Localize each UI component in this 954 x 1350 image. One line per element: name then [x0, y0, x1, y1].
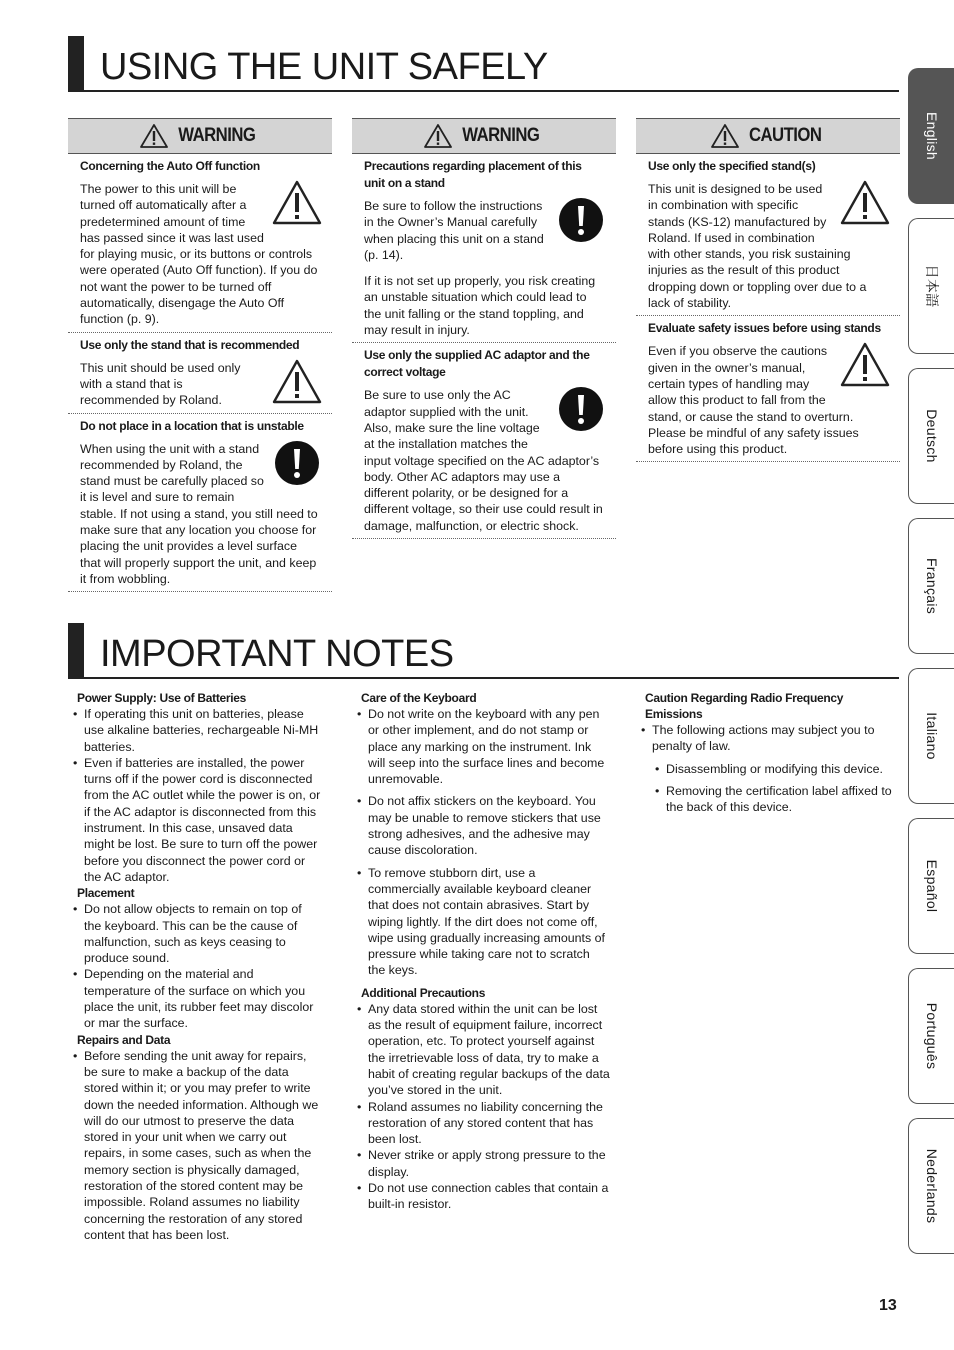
warning-triangle-icon [423, 123, 453, 149]
notes-column-1: Power Supply: Use of Batteries • If operating this unit on batteries, please use alkaline batteries, rechargeable Ni-MH batteries. • Even if batteries are installed, the power turns off if the power cord is disconnected from the AC outlet while the power is on, or if the AC adaptor is disconnected from this instrument. In this case, unsaved data might be lost. Be sure to turn off the power before you disconnect the power cord or the AC adaptor. Placement • Do not allow objects to remain on top of the keyboard. This can be the cause of malfunction, such as keys ceasing to produce sound. • Depending on the material and temperature of the surface on which you place the unit, its rubber feet may discolor or mar the surface. Repairs and Data • Before sending the unit away for repairs, be sure to make a backup of the data stored within it; or you may prefer to write down the needed information. Although we will do our utmost to preserve the data stored in your unit when we carry out repairs, in some cases, such as when the memory section is physically damaged, restoration of the stored content may be impossible. Roland assumes no liability concerning the restoration of any stored content that has been lost. [68, 690, 322, 1243]
list-item: • Even if batteries are installed, the power turns off if the power cord is disconnected from the AC outlet while the power is on, or if the AC adaptor is disconnected from this instrument. In this case, unsaved data might be lost. Be sure to turn off the power before you disconnect the power cord or the AC adaptor. [68, 755, 322, 885]
list-item: • Do not write on the keyboard with any pen or other implement, and do not stamp or place any marking on the instrument. Ink will seep into the surface lines and become unremovable. [352, 706, 610, 787]
tab-deutsch[interactable]: Deutsch [908, 368, 954, 504]
column-heading: WARNING [352, 118, 616, 154]
safety-item: Precautions regarding placement of this unit on a stand Be sure to follow the instructions in the Owner’s Manual carefully when placing this unit on a stand (p. 14). If it is not set up properly, you risk creating an unstable situation which could lead to the unit falling or the stand toppling, and may result in injury. [352, 154, 616, 343]
section-title-safety [68, 36, 899, 92]
title-bar [68, 36, 84, 92]
tab-portugues[interactable]: Português [908, 968, 954, 1104]
tab-nederlands[interactable]: Nederlands [908, 1118, 954, 1254]
list-item: • Do not allow objects to remain on top of the keyboard. This can be the cause of malfunction, such as keys ceasing to produce sound. [68, 901, 322, 966]
list-item: • The following actions may subject you to penalty of law. [636, 722, 896, 755]
safety-item: Concerning the Auto Off function The power to this unit will be turned off automatically after a predetermined amount of time has passed since it was last used for playing music, or its buttons or controls were operated (Auto Off function). If you do not want the power to be turned off automatically, disengage the Auto Off function (p. 9). [68, 154, 332, 333]
list-item: • Never strike or apply strong pressure to the display. [352, 1147, 610, 1180]
safety-column-3 [636, 118, 900, 462]
warning-triangle-icon [840, 341, 890, 389]
safety-item: Use only the stand that is recommended This unit should be used only with a stand that is recommended by Roland. [68, 333, 332, 414]
list-item: • To remove stubborn dirt, use a commercially available keyboard cleaner that does not contain abrasives. Start by wiping lightly. If the dirt does not come off, wipe using gradually increasing amounts of pressure while taking care not to scratch the keys. [352, 865, 610, 979]
list-item: • Before sending the unit away for repairs, be sure to make a backup of the data stored within it; or you may prefer to write down the needed information. Although we will do our utmost to preserve the data stored in your unit when we carry out repairs, in some cases, such as when the memory section is physically damaged, restoration of the stored content may be impossible. Roland assumes no liability concerning the restoration of any stored content that has been lost. [68, 1048, 322, 1244]
title-bar [68, 623, 84, 679]
column-heading: WARNING [68, 118, 332, 154]
safety-column-2 [352, 118, 616, 539]
list-item: • Removing the certification label affixed to the back of this device. [650, 783, 896, 816]
notes-column-2: Care of the Keyboard • Do not write on the keyboard with any pen or other implement, and do not stamp or place any marking on the instrument. Ink will seep into the surface lines and become unremovable. • Do not affix stickers on the keyboard. You may be unable to remove stickers that use strong adhesives, and the adhesive may cause discoloration. • To remove stubborn dirt, use a commercially available keyboard cleaner that does not contain abrasives. Start by wiping lightly. If the dirt does not come off, wipe using gradually increasing amounts of pressure while taking care not to scratch the keys. Additional Precautions • Any data stored within the unit can be lost as the result of equipment failure, incorrect operation, etc. To protect yourself against the irretrievable loss of data, try to make a habit of creating regular backups of the data you’ve stored in the unit. • Roland assumes no liability concerning the restoration of any stored content that has been lost. • Never strike or apply strong pressure to the display. • Do not use connection cables that contain a built-in resistor. [352, 690, 610, 1213]
tab-francais[interactable]: Français [908, 518, 954, 654]
list-item: • Do not use connection cables that contain a built-in resistor. [352, 1180, 610, 1213]
list-item: • Any data stored within the unit can be lost as the result of equipment failure, incorrect operation, etc. To protect yourself against the irretrievable loss of data, try to make a habit of creating regular backups of the data you’ve stored in the unit. [352, 1001, 610, 1099]
tab-italiano[interactable]: Italiano [908, 668, 954, 804]
page-title: USING THE UNIT SAFELY [100, 46, 548, 88]
tab-japanese[interactable]: 日本語 [908, 218, 954, 354]
safety-item: Do not place in a location that is unstable When using the unit with a stand recommended by Roland, the stand must be carefully placed so it is level and sure to remain stable. If not using a stand, you still need to make sure that any location you choose for placing the unit provides a level surface that will properly support the unit, and keep it from wobbling. [68, 414, 332, 593]
list-item: • Do not affix stickers on the keyboard. You may be unable to remove stickers that use strong adhesives, and the adhesive may cause discoloration. [352, 793, 610, 858]
warning-triangle-icon [139, 123, 169, 149]
tab-espanol[interactable]: Español [908, 818, 954, 954]
tab-english[interactable]: English [908, 68, 954, 204]
safety-item: Use only the specified stand(s) This unit is designed to be used in combination with specific stands (KS-12) manufactured by Roland. If used in combination with other stands, you risk sustaining injuries as the result of this product dropping down or toppling over due to a lack of stability. [636, 154, 900, 316]
safety-column-1 [68, 118, 332, 592]
section-title-notes [68, 623, 899, 679]
mandatory-exclamation-icon [272, 439, 322, 487]
warning-triangle-icon [272, 358, 322, 406]
section-heading: IMPORTANT NOTES [100, 633, 454, 675]
list-item: • If operating this unit on batteries, please use alkaline batteries, rechargeable Ni-MH batteries. [68, 706, 322, 755]
notes-column-3: Caution Regarding Radio Frequency Emissions • The following actions may subject you to penalty of law. • Disassembling or modifying this device. • Removing the certification label affixed to the back of this device. [636, 690, 896, 815]
mandatory-exclamation-icon [556, 385, 606, 433]
warning-triangle-icon [710, 123, 740, 149]
list-item: • Disassembling or modifying this device. [650, 761, 896, 777]
safety-item: Evaluate safety issues before using stands Even if you observe the cautions given in the owner’s manual, certain types of handling may allow this product to fall from the stand, or cause the stand to overturn. Please be mindful of any safety issues before using this product. [636, 316, 900, 462]
list-item: • Depending on the material and temperature of the surface on which you place the unit, its rubber feet may discolor or mar the surface. [68, 966, 322, 1031]
warning-triangle-icon [272, 179, 322, 227]
safety-item: Use only the supplied AC adaptor and the correct voltage Be sure to use only the AC adaptor supplied with the unit. Also, make sure the line voltage at the installation matches the input voltage specified on the AC adaptor’s body. Other AC adaptors may use a different polarity, or be designed for a different voltage, so their use could result in damage, malfunction, or electric shock. [352, 343, 616, 539]
column-heading: CAUTION [636, 118, 900, 154]
page-number: 13 [879, 1297, 897, 1314]
list-item: • Roland assumes no liability concerning the restoration of any stored content that has been lost. [352, 1099, 610, 1148]
warning-triangle-icon [840, 179, 890, 227]
mandatory-exclamation-icon [556, 196, 606, 244]
